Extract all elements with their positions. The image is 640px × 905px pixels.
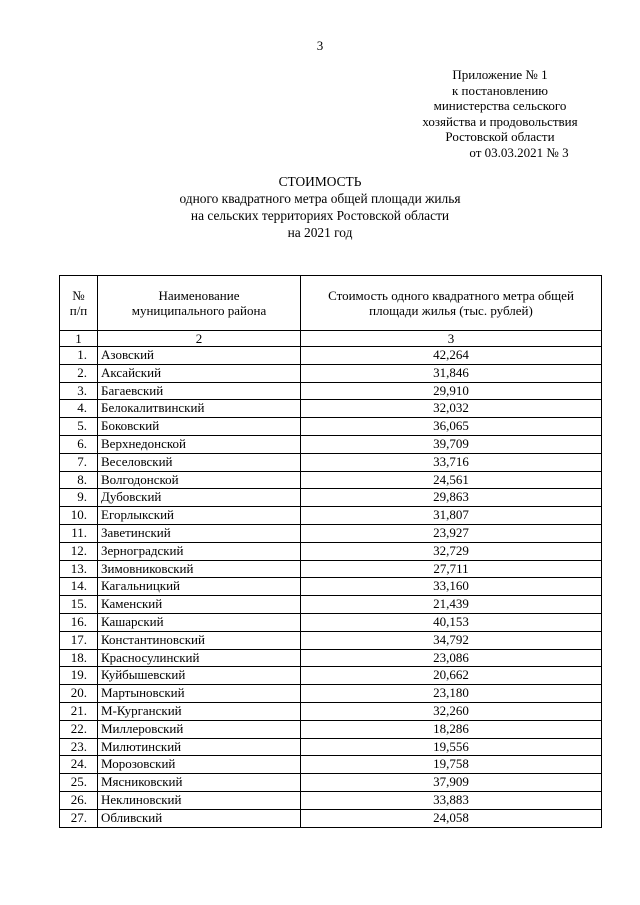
cost-value: 33,883 bbox=[301, 791, 602, 809]
row-number: 10. bbox=[60, 507, 98, 525]
row-number: 8. bbox=[60, 471, 98, 489]
district-name: Веселовский bbox=[98, 453, 301, 471]
table-row bbox=[60, 649, 602, 667]
table-row bbox=[60, 738, 602, 756]
table-body bbox=[60, 347, 602, 828]
cost-value: 31,846 bbox=[301, 364, 602, 382]
row-number: 17. bbox=[60, 631, 98, 649]
row-number: 5. bbox=[60, 418, 98, 436]
district-name: Миллеровский bbox=[98, 720, 301, 738]
district-name: Морозовский bbox=[98, 756, 301, 774]
table-row bbox=[60, 489, 602, 507]
appendix-line: министерства сельского bbox=[433, 98, 567, 114]
row-number: 27. bbox=[60, 809, 98, 827]
cost-value: 33,716 bbox=[301, 453, 602, 471]
row-number: 11. bbox=[60, 524, 98, 542]
district-name: Зимовниковский bbox=[98, 560, 301, 578]
row-number: 23. bbox=[60, 738, 98, 756]
cost-value: 31,807 bbox=[301, 507, 602, 525]
cost-value: 32,032 bbox=[301, 400, 602, 418]
cost-value: 29,910 bbox=[301, 382, 602, 400]
row-number: 1. bbox=[60, 347, 98, 365]
cost-value: 18,286 bbox=[301, 720, 602, 738]
table-header-row bbox=[60, 276, 602, 331]
column-number: 2 bbox=[98, 331, 301, 347]
table-row bbox=[60, 578, 602, 596]
cost-value: 34,792 bbox=[301, 631, 602, 649]
table-row bbox=[60, 702, 602, 720]
table-row bbox=[60, 756, 602, 774]
table-row bbox=[60, 774, 602, 792]
district-name: Обливский bbox=[98, 809, 301, 827]
district-name: Кашарский bbox=[98, 613, 301, 631]
row-number: 6. bbox=[60, 435, 98, 453]
cost-value: 42,264 bbox=[301, 347, 602, 365]
title-line: одного квадратного метра общей площади жилья bbox=[179, 191, 461, 206]
header-district-name: Наименование муниципального района bbox=[98, 276, 301, 331]
title-line: на 2021 год bbox=[287, 225, 353, 240]
column-numbers-row bbox=[60, 331, 602, 347]
table-row bbox=[60, 507, 602, 525]
row-number: 19. bbox=[60, 667, 98, 685]
district-name: Каменский bbox=[98, 596, 301, 614]
header-number: № п/п bbox=[60, 276, 98, 331]
district-name: Мартыновский bbox=[98, 685, 301, 703]
table-row bbox=[60, 685, 602, 703]
table-row bbox=[60, 542, 602, 560]
row-number: 9. bbox=[60, 489, 98, 507]
table-row bbox=[60, 471, 602, 489]
row-number: 15. bbox=[60, 596, 98, 614]
district-name: М-Курганский bbox=[98, 702, 301, 720]
district-name: Волгодонской bbox=[98, 471, 301, 489]
cost-value: 27,711 bbox=[301, 560, 602, 578]
cost-value: 19,758 bbox=[301, 756, 602, 774]
cost-value: 32,729 bbox=[301, 542, 602, 560]
cost-value: 23,180 bbox=[301, 685, 602, 703]
district-name: Егорлыкский bbox=[98, 507, 301, 525]
district-name: Неклиновский bbox=[98, 791, 301, 809]
document-title bbox=[0, 173, 640, 241]
cost-value: 19,556 bbox=[301, 738, 602, 756]
cost-value: 40,153 bbox=[301, 613, 602, 631]
header-cost: Стоимость одного квадратного метра общей площади жилья (тыс. рублей) bbox=[301, 276, 602, 331]
district-name: Куйбышевский bbox=[98, 667, 301, 685]
district-name: Константиновский bbox=[98, 631, 301, 649]
cost-value: 29,863 bbox=[301, 489, 602, 507]
page-number: 3 bbox=[316, 38, 324, 53]
district-name: Мясниковский bbox=[98, 774, 301, 792]
row-number: 16. bbox=[60, 613, 98, 631]
district-name: Зерноградский bbox=[98, 542, 301, 560]
row-number: 18. bbox=[60, 649, 98, 667]
cost-value: 33,160 bbox=[301, 578, 602, 596]
district-name: Аксайский bbox=[98, 364, 301, 382]
cost-value: 23,086 bbox=[301, 649, 602, 667]
cost-value: 39,709 bbox=[301, 435, 602, 453]
table-row bbox=[60, 596, 602, 614]
cost-value: 21,439 bbox=[301, 596, 602, 614]
table-row bbox=[60, 382, 602, 400]
table-row bbox=[60, 631, 602, 649]
table-row bbox=[60, 720, 602, 738]
district-name: Верхнедонской bbox=[98, 435, 301, 453]
cost-value: 24,058 bbox=[301, 809, 602, 827]
appendix-line: Ростовской области bbox=[445, 129, 555, 145]
row-number: 21. bbox=[60, 702, 98, 720]
district-name: Красносулинский bbox=[98, 649, 301, 667]
district-name: Боковский bbox=[98, 418, 301, 436]
appendix-line: к постановлению bbox=[451, 82, 549, 98]
table-row bbox=[60, 435, 602, 453]
table-row bbox=[60, 347, 602, 365]
district-name: Багаевский bbox=[98, 382, 301, 400]
cost-value: 32,260 bbox=[301, 702, 602, 720]
district-name: Кагальницкий bbox=[98, 578, 301, 596]
district-name: Заветинский bbox=[98, 524, 301, 542]
title-line: СТОИМОСТЬ bbox=[278, 174, 362, 189]
table-row bbox=[60, 418, 602, 436]
district-name: Белокалитвинский bbox=[98, 400, 301, 418]
table-row bbox=[60, 613, 602, 631]
cost-value: 37,909 bbox=[301, 774, 602, 792]
row-number: 20. bbox=[60, 685, 98, 703]
cost-value: 20,662 bbox=[301, 667, 602, 685]
row-number: 13. bbox=[60, 560, 98, 578]
table-row bbox=[60, 667, 602, 685]
row-number: 14. bbox=[60, 578, 98, 596]
cost-value: 24,561 bbox=[301, 471, 602, 489]
appendix-line: хозяйства и продовольствия bbox=[422, 113, 578, 129]
cost-table bbox=[59, 275, 602, 828]
row-number: 2. bbox=[60, 364, 98, 382]
district-name: Азовский bbox=[98, 347, 301, 365]
column-number: 1 bbox=[60, 331, 98, 347]
row-number: 25. bbox=[60, 774, 98, 792]
table-row bbox=[60, 524, 602, 542]
table-row bbox=[60, 364, 602, 382]
cost-value: 36,065 bbox=[301, 418, 602, 436]
title-line: на сельских территориях Ростовской области bbox=[190, 208, 450, 223]
table-row bbox=[60, 791, 602, 809]
table-row bbox=[60, 453, 602, 471]
row-number: 7. bbox=[60, 453, 98, 471]
cost-value: 23,927 bbox=[301, 524, 602, 542]
table-row bbox=[60, 400, 602, 418]
row-number: 26. bbox=[60, 791, 98, 809]
column-number: 3 bbox=[301, 331, 602, 347]
table-row bbox=[60, 560, 602, 578]
appendix-line: от 03.03.2021 № 3 bbox=[469, 144, 569, 160]
table-row bbox=[60, 809, 602, 827]
row-number: 12. bbox=[60, 542, 98, 560]
row-number: 4. bbox=[60, 400, 98, 418]
district-name: Милютинский bbox=[98, 738, 301, 756]
row-number: 3. bbox=[60, 382, 98, 400]
row-number: 24. bbox=[60, 756, 98, 774]
appendix-block bbox=[380, 67, 620, 161]
district-name: Дубовский bbox=[98, 489, 301, 507]
row-number: 22. bbox=[60, 720, 98, 738]
appendix-line: Приложение № 1 bbox=[452, 67, 548, 82]
